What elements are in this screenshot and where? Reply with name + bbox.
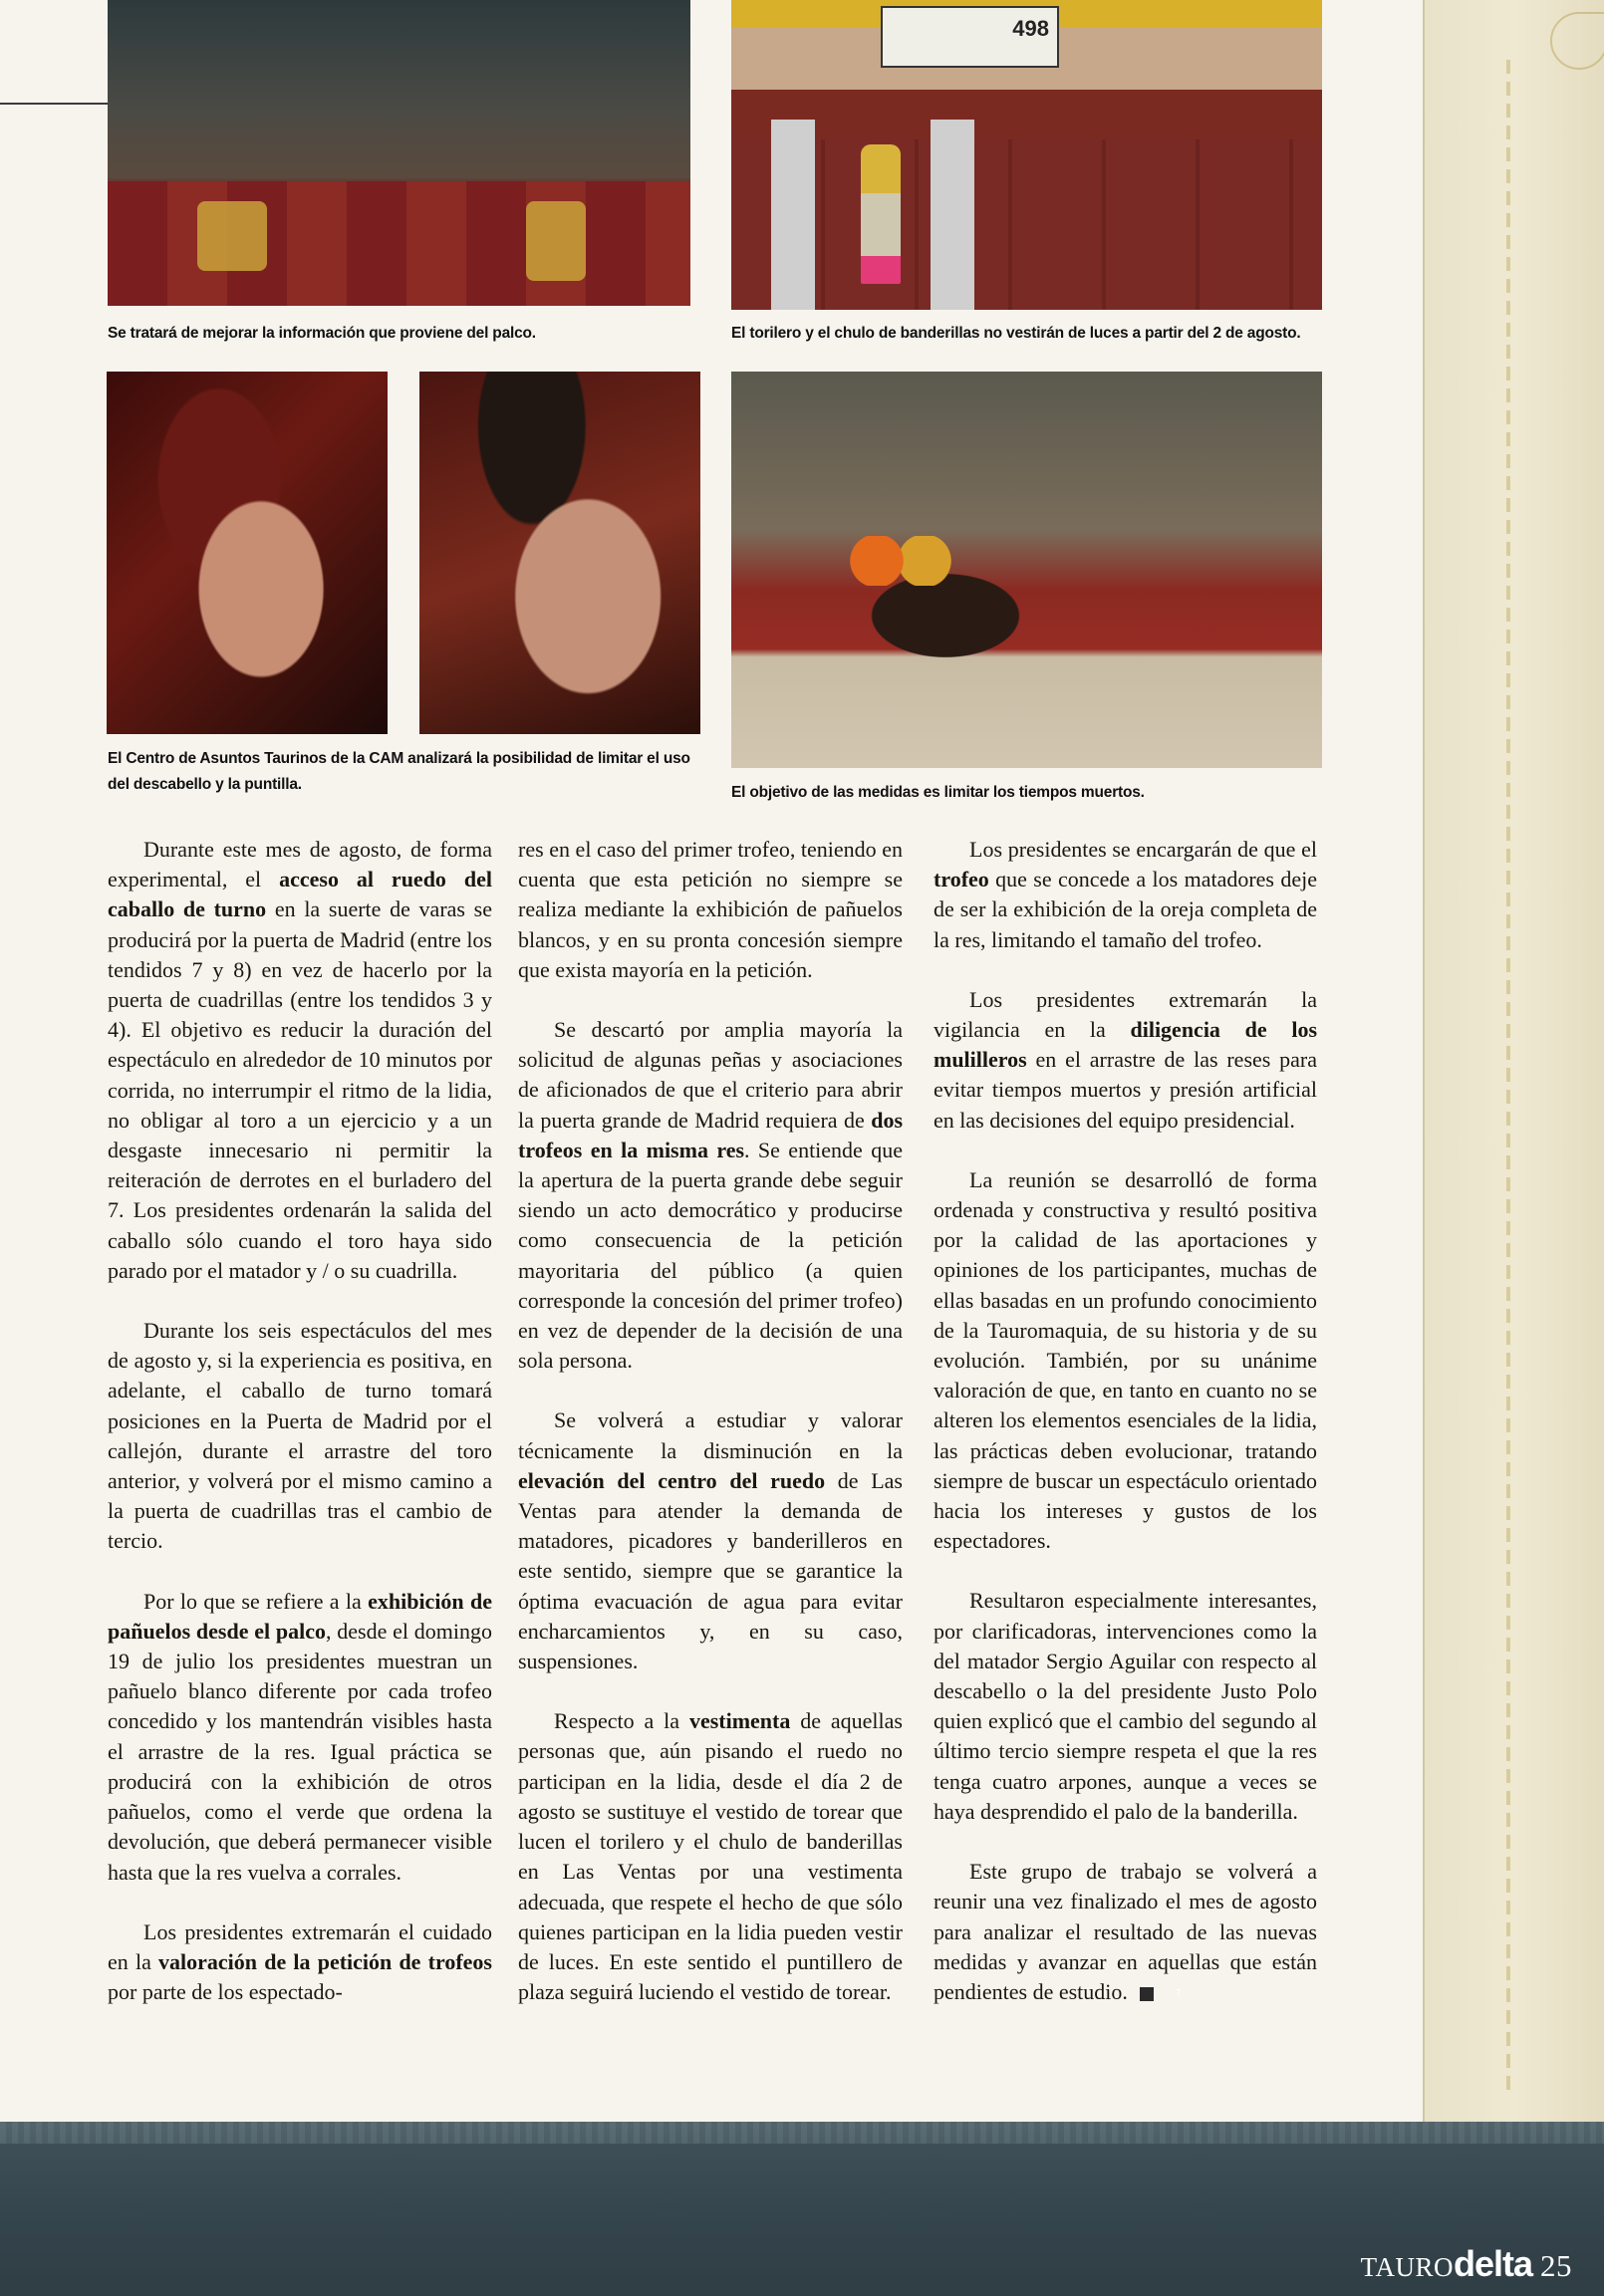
ornament-flourish-icon	[1550, 12, 1604, 70]
photo-torilero	[731, 0, 1322, 310]
gate-pillar	[931, 120, 974, 310]
decorative-side-band	[1423, 0, 1604, 2122]
page-folio	[1361, 2243, 1572, 2285]
barrier-wall	[731, 139, 1322, 310]
crest-icon	[197, 201, 267, 271]
paragraph: Los presidentes extremarán la vigilancia en la diligencia de los mulilleros en el arrastre de las reses para evitar tiempos muertos y presión artificial en las decisiones del equipo presidencial.	[934, 986, 1318, 1133]
article-column-1	[108, 835, 492, 2037]
photo-palco	[108, 0, 690, 306]
caption-torilero: El torilero y el chulo de banderillas no vestirán de luces a partir del 2 de agosto.	[731, 325, 1301, 342]
torilero-figure	[861, 144, 901, 284]
top-rule-line	[0, 103, 108, 105]
photo-arrastre	[731, 372, 1322, 768]
photo-descabello-hands-1	[107, 372, 388, 734]
palco-banner	[108, 181, 690, 306]
caption-palco: Se tratará de mejorar la información que proviene del palco.	[108, 325, 536, 342]
page-number: 25	[1540, 2248, 1572, 2283]
magazine-brand-part1: TAURO	[1360, 2252, 1454, 2282]
paragraph: Durante este mes de agosto, de forma experimental, el acceso al ruedo del caballo de turno en la suerte de varas se producirá por la puerta de Madrid (entre los tendidos 7 y 8) en vez de hacerlo por la puerta de cuadrillas (entre los tendidos 3 y 4). El objetivo es reducir la duración del espectáculo en alrededor de 10 minutos por corrida, no interrumpir el ritmo de la lidia, no obligar al toro a un ejercicio y a un desgaste innecesario ni permitir la reiteración de derrotes en el burladero del 7. Los presidentes ordenarán la salida del caballo sólo cuando el toro haya sido parado por el matador y / o su cuadrilla.	[108, 837, 492, 1283]
paragraph: Resultaron especialmente interesantes, por clarificadoras, intervenciones como la del matador Sergio Aguilar con respecto al descabello o la del presidente Justo Polo quien explicó que el cambio del segundo al último tercio siempre respeta el que la res tenga cuatro arpones, aunque a veces se haya desprendido el palo de la banderilla.	[934, 1588, 1317, 1824]
footer-texture	[0, 2122, 1604, 2144]
paragraph: Este grupo de trabajo se volverá a reunir una vez finalizado el mes de agosto para analizar el resultado de las nuevas medidas y avanzar en aquellas que están pendientes de estudio. T	[934, 1859, 1317, 2004]
paragraph: Los presidentes extremarán el cuidado en la valoración de la petición de trofeos por parte de los espectado-	[108, 1918, 492, 2005]
paragraph: Durante los seis espectáculos del mes de agosto y, si la experiencia es positiva, en adelante, el caballo de turno tomará posiciones en la Puerta de Madrid por el callejón, durante el arrastre del toro anterior, y volverá por el mismo camino a la puerta de cuadrillas tras el cambio de tercio.	[108, 1318, 492, 1554]
paragraph: La reunión se desarrolló de forma ordenada y constructiva y resultó positiva por la calidad de las aportaciones y opiniones de los participantes, muchas de ellas basadas en un profundo conocimiento de la Tauromaquia, de su historia y de su evolución. También, por su unánime valoración de que, en tanto en cuanto no se alteren los elementos esenciales de la lidia, las prácticas deben evolucionar, tratando siempre de buscar un espectáculo orientado hacia los intereses y gustos de los espectadores.	[934, 1166, 1317, 1554]
paragraph: Se descartó por amplia mayoría la solicitud de algunas peñas y asociaciones de aficionados de que el criterio para abrir la puerta grande de Madrid requiera de dos trofeos en la misma res. Se entiende que la apertura de la puerta grande debe seguir siendo un acto democrático y producirse como consecuencia de la petición mayoritaria del público (a quien corresponde la concesión del primer trofeo) en vez de depender de la decisión de una sola persona.	[518, 1017, 903, 1374]
photo-descabello-hands-2	[419, 372, 700, 734]
paragraph: Por lo que se refiere a la exhibición de pañuelos desde el palco, desde el domingo 19 de julio los presidentes muestran un pañuelo blanco diferente por cada trofeo concedido y los mantendrán visibles hasta el arrastre de la res. Igual práctica se producirá con la exhibición de otros pañuelos, como el verde que ordena la devolución, que deberá permanecer visible hasta que la res vuelva a corrales.	[108, 1588, 492, 1885]
paragraph: res en el caso del primer trofeo, teniendo en cuenta que esta petición no siempre se realiza mediante la exhibición de pañuelos blancos, y en su pronta concesión siempre que exista mayoría en la petición.	[518, 837, 903, 982]
end-of-article-icon: T	[1140, 1987, 1154, 2001]
magazine-brand-part2: delta	[1453, 2243, 1532, 2284]
ornament-border	[1506, 60, 1510, 2092]
paragraph: Respecto a la vestimenta de aquellas personas que, aún pisando el ruedo no participan en la lidia, desde el día 2 de agosto se sustituye el vestido de torear que lucen el torilero y el chulo de banderillas en Las Ventas por una vestimenta adecuada, que respete el hecho de que sólo quienes participan en la lidia pueden vestir de luces. En este sentido el puntillero de plaza seguirá luciendo el vestido de torear.	[518, 1708, 903, 2005]
bull-info-sign	[881, 6, 1059, 68]
paragraph: Se volverá a estudiar y valorar técnicamente la disminución en la elevación del centro del ruedo de Las Ventas para atender la demanda de matadores, picadores y banderilleros en este sentido, siempre que se garantice la óptima evacuación de agua para evitar encharcamientos y, en su caso, suspensiones.	[518, 1407, 903, 1674]
caption-arrastre: El objetivo de las medidas es limitar los tiempos muertos.	[731, 784, 1145, 801]
gate-pillar	[771, 120, 815, 310]
bull-number: 498	[1012, 16, 1049, 41]
mule-decorations	[841, 536, 960, 586]
caption-descabello: El Centro de Asuntos Taurinos de la CAM analizará la posibilidad de limitar el uso del descabello y la puntilla.	[108, 750, 690, 793]
article-column-3	[934, 835, 1317, 2037]
crest-icon	[526, 201, 586, 281]
paragraph: Los presidentes se encargarán de que el trofeo que se concede a los matadores deje de ser la exhibición de la oreja completa de la res, limitando el tamaño del trofeo.	[934, 837, 1317, 952]
article-column-2	[518, 835, 903, 2037]
